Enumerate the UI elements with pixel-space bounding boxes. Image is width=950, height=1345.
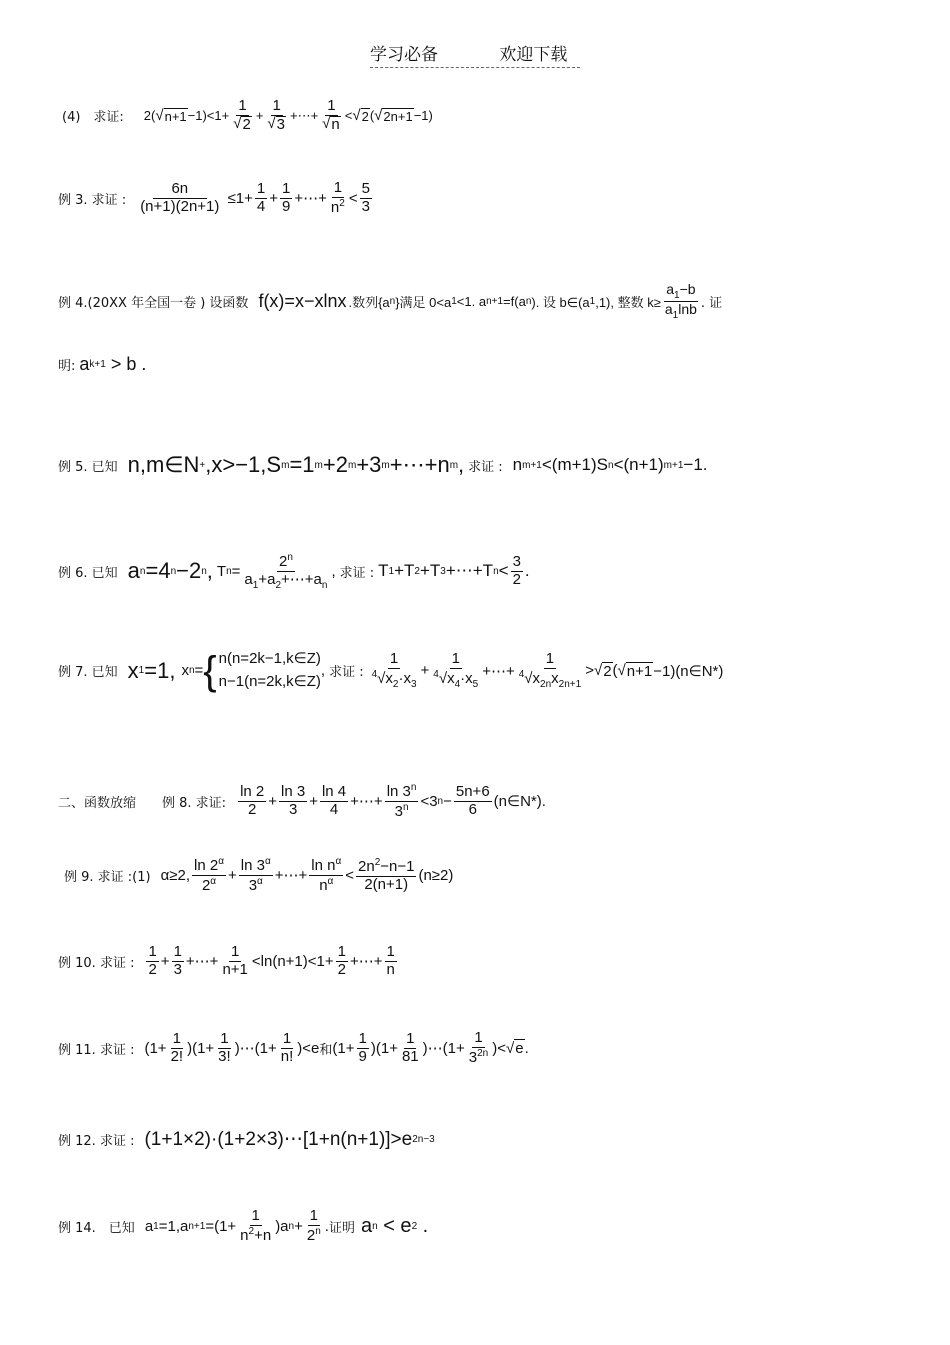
math-expr-2: a n < e 2 . [360,1214,429,1237]
problem-label: 例 6. 已知 [58,565,118,581]
example-9 [64,856,453,894]
math-expr: 6n (n+1)(2n+1) ≤1+ 1 4 + 1 9 +⋯+ 1 $n^2$ < 5 3 [140,179,370,216]
math-expr: α≥2, $\ln 2^\alpha$ $2^\alpha$ + $\ln 3^\alpha$ $3^\alpha$ +⋯+ $\ln n^\alpha$ $n^\alpha$ < $2n^2-n-1$ 2(n+1) (n≥2) [160,856,454,894]
math-expr: (1+ 1 2! )(1+ 1 3! )⋯(1+ 1 n! )<e [144,1030,320,1065]
math-expr: 2( √ n+1 −1)<1+ 1 √ 2 + 1 √ 3 +⋯+ 1 √ n < √ 2 ( √ 2n+1 −1) [143,97,433,133]
problem-label: 例 14. 已知 [58,1220,135,1236]
problem-mid: 求证 : [339,565,375,581]
math-expr-2: n m+1 <(m+1)S n <(n+1) m+1 −1. [512,455,708,474]
problem-mid: 求证 : [329,665,364,680]
math-expr: 1 2 + 1 3 +⋯+ 1 n+1 <ln(n+1)<1+ 1 2 +⋯+ 1 n [148,943,395,978]
header-left: 学习必备 [370,45,438,65]
conjunction-and: 和 [319,1042,333,1058]
math-expr: n,m∈N + ,x>−1,S m =1 m +2 m +3 m +⋯+n m , [127,452,465,477]
example-11 [58,1030,529,1066]
problem-label: 例 4.(20XX 年全国一卷 ) 设函数 [58,295,249,311]
math-expr: a n =4 n −2 n , [127,558,213,584]
problem-tail: . 证 [700,295,723,311]
problem-label: 例 11. 求证 : [58,1042,135,1058]
problem-label: 例 5. 已知 [58,459,118,475]
example-5 [58,452,708,478]
example-4 [58,282,722,321]
example-10 [58,944,399,978]
problem-label: (4) 求证: [62,110,124,125]
problem-label: 例 7. 已知 [58,665,118,680]
page-header [370,40,580,68]
problem-mid: 求证 : [468,459,503,475]
math-expr-2: T n = $2^n$ $a_1+a_2+\cdots+a_n$ , [216,552,336,591]
problem-label: 二、函数放缩 例 8. 求证: [58,795,227,811]
math-expr-2: .数列{a n }满足 0<a 1 <1. a n+1 =f(a n ). 设 b∈(a 1 ,1), 整数 k≥ $a_1-b$ $a_1\ln b$ [348,281,697,321]
math-expr-3: T 1 +T 2 +T 3 +⋯+T n < 3 2 . [378,553,530,588]
example-6 [58,552,530,591]
math-expr: x 1 =1, [127,657,176,683]
problem-mid: 证明 [328,1220,355,1236]
problem-label: 例 9. 求证 :(1) [64,869,151,885]
math-expr-3: 1 $^4√x_2\cdot x_3$ + 1 $^4√x_4\cdot x_5$ +⋯+ 1 $^4√x_{2n}x_{2n+1}$ > √ 2 ( √ n+1 −1)(n∈N*) [371,650,724,690]
problem-label: 例 3. 求证 : [58,192,127,208]
example-4-cont [58,354,146,375]
math-expr: a k+1 > b . [79,354,147,374]
example-3 [58,180,374,216]
math-expr: a 1 =1,a n+1 =(1+ 1 $n^2+n$ )a n + 1 2$^n$ . [144,1207,329,1244]
example-14 [58,1208,428,1244]
example-12 [58,1128,435,1151]
problem-4 [62,98,433,133]
math-expr-2: (1+ 1 9 )(1+ 1 81 )⋯(1+ 1 $3^{2n}$ )< √ e . [332,1029,529,1066]
example-7 [58,648,723,693]
problem-label: 明: [58,359,76,374]
math-expr: f(x)=x−xlnx [258,290,347,311]
problem-label: 例 10. 求证 : [58,955,135,971]
header-right: 欢迎下载 [499,45,568,65]
math-expr-2: x n = { n(n=2k−1,k∈Z) n−1(n=2k,k∈Z) , [181,648,326,693]
math-expr: ln 2 2 + ln 3 3 + ln 4 4 +⋯+ ln 3$^n$ 3$^n$ <3 n − 5n+6 6 (n∈N*). [240,782,546,820]
problem-label: 例 12. 求证 : [58,1134,135,1149]
example-8 [58,782,546,820]
math-expr: (1+1×2)·(1+2×3)⋯[1+n(n+1)]>e 2n−3 [144,1129,435,1150]
